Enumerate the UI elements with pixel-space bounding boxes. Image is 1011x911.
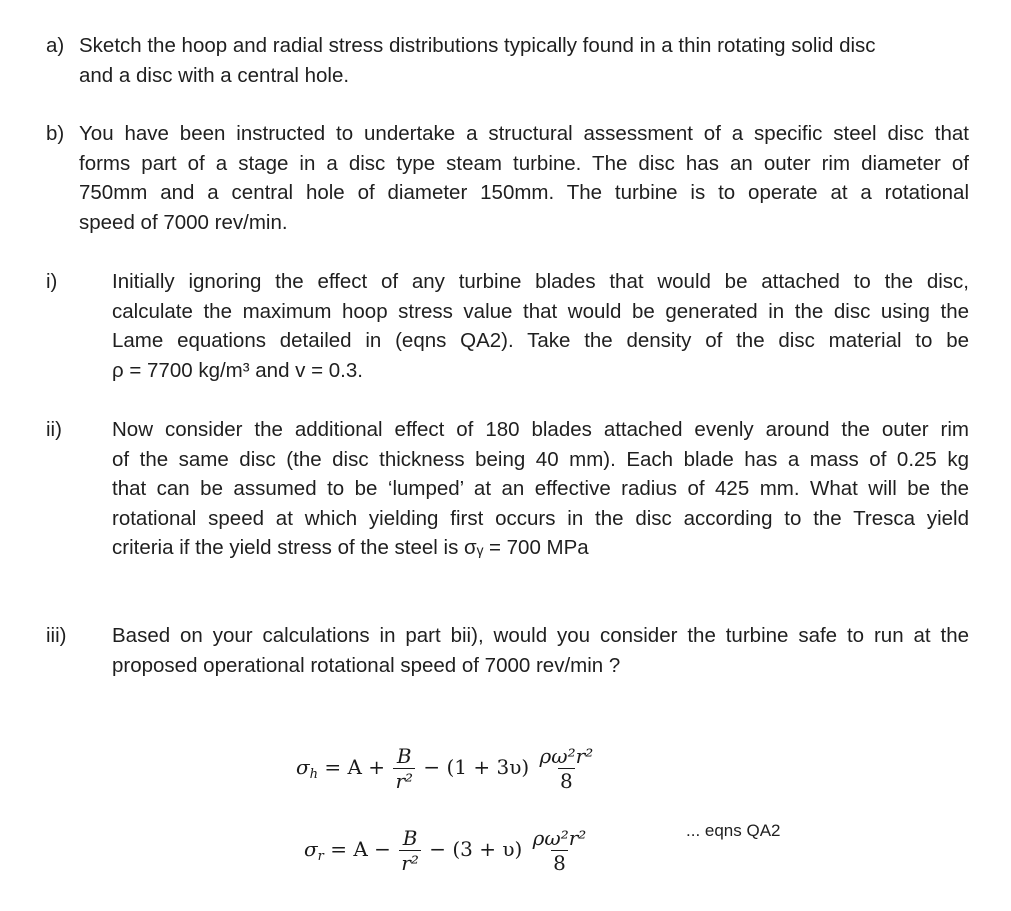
part-b-label: b) <box>46 122 65 145</box>
radial-b-fraction <box>399 826 421 875</box>
radial-b-denominator: r² <box>401 851 419 875</box>
radial-rotation-numerator: ρω²r² <box>532 826 587 850</box>
part-a-line-2: and a disc with a central hole. <box>79 64 350 87</box>
hoop-coefficient: − (1 + 3υ) <box>423 755 530 779</box>
part-i-last-line: ρ = 7700 kg/m³ and v = 0.3. <box>112 359 363 382</box>
radial-stress-equation <box>304 826 590 875</box>
part-i-line: Lame equations detailed in (eqns QA2). Take the density of the disc material to be <box>112 329 969 353</box>
part-ii-line: that can be assumed to be ‘lumped’ at an effective radius of 425 mm. What will be the <box>112 477 969 501</box>
hoop-sigma: σ <box>296 755 310 779</box>
hoop-rotation-numerator: ρω²r² <box>539 744 594 768</box>
hoop-b-denominator: r² <box>395 769 414 793</box>
part-a-label: a) <box>46 34 65 57</box>
part-b-line: 750mm and a central hole of diameter 150mm. The turbine is to operate at a rotational <box>79 181 969 205</box>
part-i-line: Initially ignoring the effect of any turbine blades that would be attached to the disc, <box>112 270 969 293</box>
part-ii-label: ii) <box>46 418 62 441</box>
part-ii-paragraph <box>112 415 969 563</box>
hoop-b-fraction <box>393 744 415 793</box>
part-b-line: You have been instructed to undertake a structural assessment of a specific steel disc that <box>79 122 969 145</box>
hoop-b-numerator: B <box>396 744 412 768</box>
part-b-line: speed of 7000 rev/min. <box>79 210 288 234</box>
part-a-line-1: Sketch the hoop and radial stress distributions typically found in a thin rotating solid disc <box>79 34 876 57</box>
radial-rotation-fraction <box>531 826 589 875</box>
part-i-label: i) <box>46 270 58 293</box>
part-ii-line: of the same disc (the disc thickness being 40 mm). Each blade has a mass of 0.25 kg <box>112 447 969 471</box>
hoop-subscript: h <box>309 767 319 782</box>
hoop-a-term: = A + <box>324 755 386 779</box>
equation-tag: ... eqns QA2 <box>686 821 781 840</box>
part-ii-line: rotational speed at which yielding first occurs in the disc according to the Tresca yield <box>112 506 969 530</box>
part-ii-line: criteria if the yield stress of the steel is σᵧ = 700 MPa <box>112 536 589 560</box>
radial-subscript: r <box>317 849 324 864</box>
radial-coefficient: − (3 + υ) <box>429 837 523 861</box>
hoop-rotation-denominator: 8 <box>560 769 573 793</box>
part-iii-line-1: Based on your calculations in part bii), would you consider the turbine safe to run at the <box>112 624 969 647</box>
radial-b-numerator: B <box>402 826 418 850</box>
hoop-stress-equation <box>296 744 597 793</box>
part-ii-line: Now consider the additional effect of 180 blades attached evenly around the outer rim <box>112 418 969 441</box>
part-b-paragraph <box>79 119 969 237</box>
part-iii-line-2: proposed operational rotational speed of 7000 rev/min ? <box>112 654 621 677</box>
part-i-paragraph <box>112 267 969 356</box>
radial-sigma: σ <box>304 837 318 861</box>
hoop-rotation-fraction <box>538 744 596 793</box>
part-b-line: forms part of a stage in a disc type steam turbine. The disc has an outer rim diameter of <box>79 151 969 175</box>
radial-a-term: = A − <box>330 837 391 861</box>
part-iii-label: iii) <box>46 624 67 647</box>
radial-rotation-denominator: 8 <box>553 851 566 875</box>
part-i-line: calculate the maximum hoop stress value that would be generated in the disc using the <box>112 299 969 323</box>
